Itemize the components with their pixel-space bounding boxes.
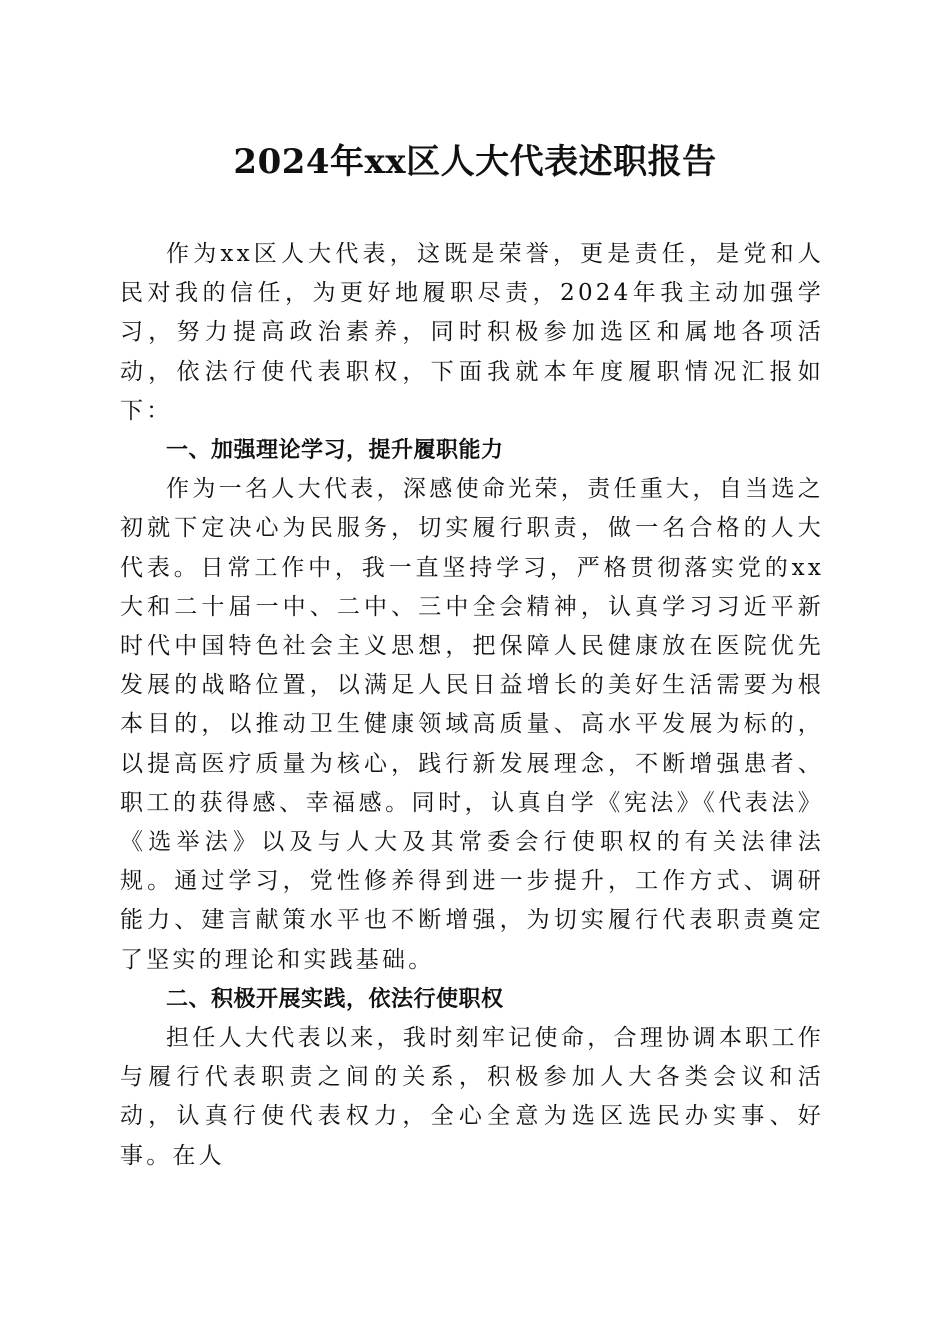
document-body — [120, 235, 824, 1176]
document-title: 2024年xx区人大代表述职报告 — [233, 142, 717, 182]
section-1-paragraph: 作为一名人大代表，深感使命光荣，责任重大，自当选之初就下定决心为民服务，切实履行职责，做一名合格的人大代表。日常工作中，我一直坚持学习，严格贯彻落实党的xx大和二十届一中、二中、三中全会精神，认真学习习近平新时代中国特色社会主义思想，把保障人民健康放在医院优先发展的战略位置，以满足人民日益增长的美好生活需要为根本目的，以推动卫生健康领域高质量、高水平发展为标的，以提高医疗质量为核心，践行新发展理念，不断增强患者、职工的获得感、幸福感。同时，认真自学《宪法》《代表法》《选举法》以及与人大及其常委会行使职权的有关法律法规。通过学习，党性修养得到进一步提升，工作方式、调研能力、建言献策水平也不断增强，为切实履行代表职责奠定了坚实的理论和实践基础。 — [120, 476, 824, 973]
section-2-paragraph: 担任人大代表以来，我时刻牢记使命，合理协调本职工作与履行代表职责之间的关系，积极参加人大各类会议和活动，认真行使代表权力，全心全意为选区选民办实事、好事。在人 — [120, 1025, 824, 1169]
intro-paragraph: 作为xx区人大代表，这既是荣誉，更是责任，是党和人民对我的信任，为更好地履职尽责，2024年我主动加强学习，努力提高政治素养，同时积极参加选区和属地各项活动，依法行使代表职权，下面我就本年度履职情况汇报如下： — [120, 241, 824, 424]
section-heading-1: 一、加强理论学习，提升履职能力 — [166, 438, 504, 464]
section-heading-2: 二、积极开展实践，依法行使职权 — [166, 986, 504, 1012]
